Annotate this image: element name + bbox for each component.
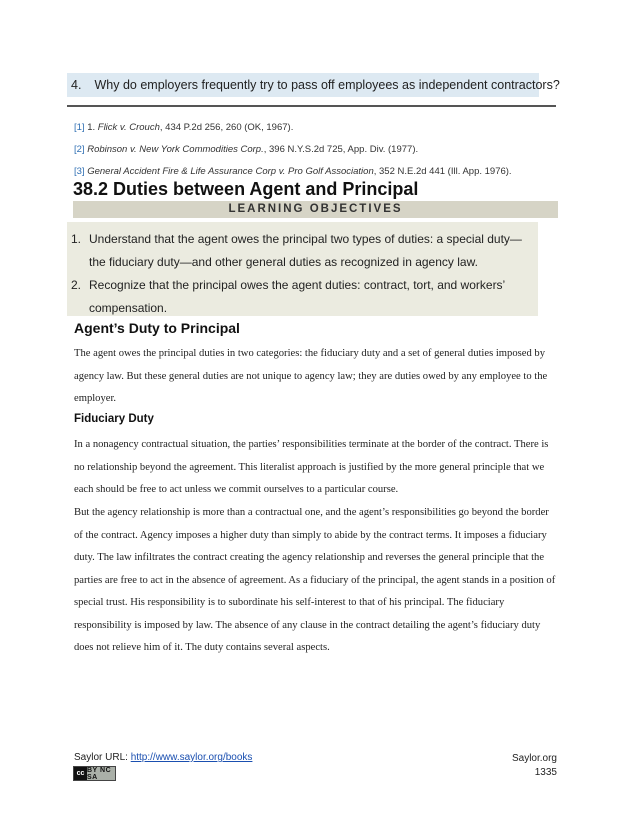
learning-objectives-list (67, 222, 538, 316)
license-terms: BY NC SA (87, 767, 115, 780)
section-title: 38.2 Duties between Agent and Principal (73, 179, 419, 199)
list-item: 2. Recognize that the principal owes the agent duties: contract, tort, and workers’ compensation. (71, 278, 505, 315)
list-item: 1. Understand that the agent owes the principal two types of duties: a special duty—the fiduciary duty—and other general duties as recognized in agency law. (71, 232, 522, 269)
footnote-2: [2] Robinson v. New York Commodities Corp., 396 N.Y.S.2d 725, App. Div. (1977). (74, 144, 419, 155)
saylor-url-link[interactable]: http://www.saylor.org/books (130, 752, 253, 763)
cc-icon: cc (74, 767, 87, 780)
question-text: Why do employers frequently try to pass off employees as independent contractors? (94, 78, 560, 92)
paragraph: In a nonagency contractual situation, the parties’ responsibilities terminate at the border of the contract. There is no relationship beyond the agreement. This literalist approach is justified by the more general principle that we each should be free to act unless we commit ourselves to a particular course. (74, 439, 549, 495)
subsubheading: Fiduciary Duty (74, 413, 154, 425)
case-name: Robinson v. New York Commodities Corp. (87, 144, 264, 155)
case-name: Flick v. Crouch (97, 122, 160, 133)
paragraph: The agent owes the principal duties in two categories: the fiduciary duty and a set of general duties imposed by agency law. But these general duties are not unique to agency law; they are duties owed by any employee to the employer. (74, 348, 548, 404)
footer-page-info (512, 752, 557, 780)
case-name: General Accident Fire & Life Assurance Corp v. Pro Golf Association (87, 166, 374, 177)
site-name: Saylor.org (511, 753, 557, 764)
section-divider (67, 105, 556, 107)
creative-commons-badge (73, 766, 116, 781)
footnote-3: [3] General Accident Fire & Life Assurance Corp v. Pro Golf Association, 352 N.E.2d 441 (Ill. App. 1976). (74, 166, 512, 177)
footnote-ref-link[interactable]: [1] (74, 122, 85, 133)
subheading: Agent’s Duty to Principal (74, 320, 240, 336)
paragraph: But the agency relationship is more than a contractual one, and the agent’s responsibilities go beyond the border of the contract. Agency imposes a higher duty than simply to abide by the contract terms. It imposes a fiduciary duty. The law infiltrates the contract creating the agency relationship and reverses the general principle that the parties are free to act in the absence of agreement. As a fiduciary of the principal, the agent stands in a position of special trust. His responsibility is to subordinate his self-interest to that of his principal. The fiduciary responsibility is imposed by law. The absence of any clause in the contract detailing the agent’s fiduciary duty does not relieve him of it. The duty contains several aspects. (74, 507, 556, 653)
review-question-4 (67, 73, 560, 97)
page-number: 1335 (534, 767, 557, 778)
footer-source: Saylor URL: http://www.saylor.org/books (74, 752, 253, 763)
footnote-1: [1] 1. Flick v. Crouch, 434 P.2d 256, 260 (OK, 1967). (74, 122, 294, 133)
footnote-ref-link[interactable]: [2] (74, 144, 85, 155)
learning-objectives-heading: LEARNING OBJECTIVES (73, 201, 558, 218)
footnote-ref-link[interactable]: [3] (74, 166, 85, 177)
question-number: 4. (71, 78, 82, 92)
